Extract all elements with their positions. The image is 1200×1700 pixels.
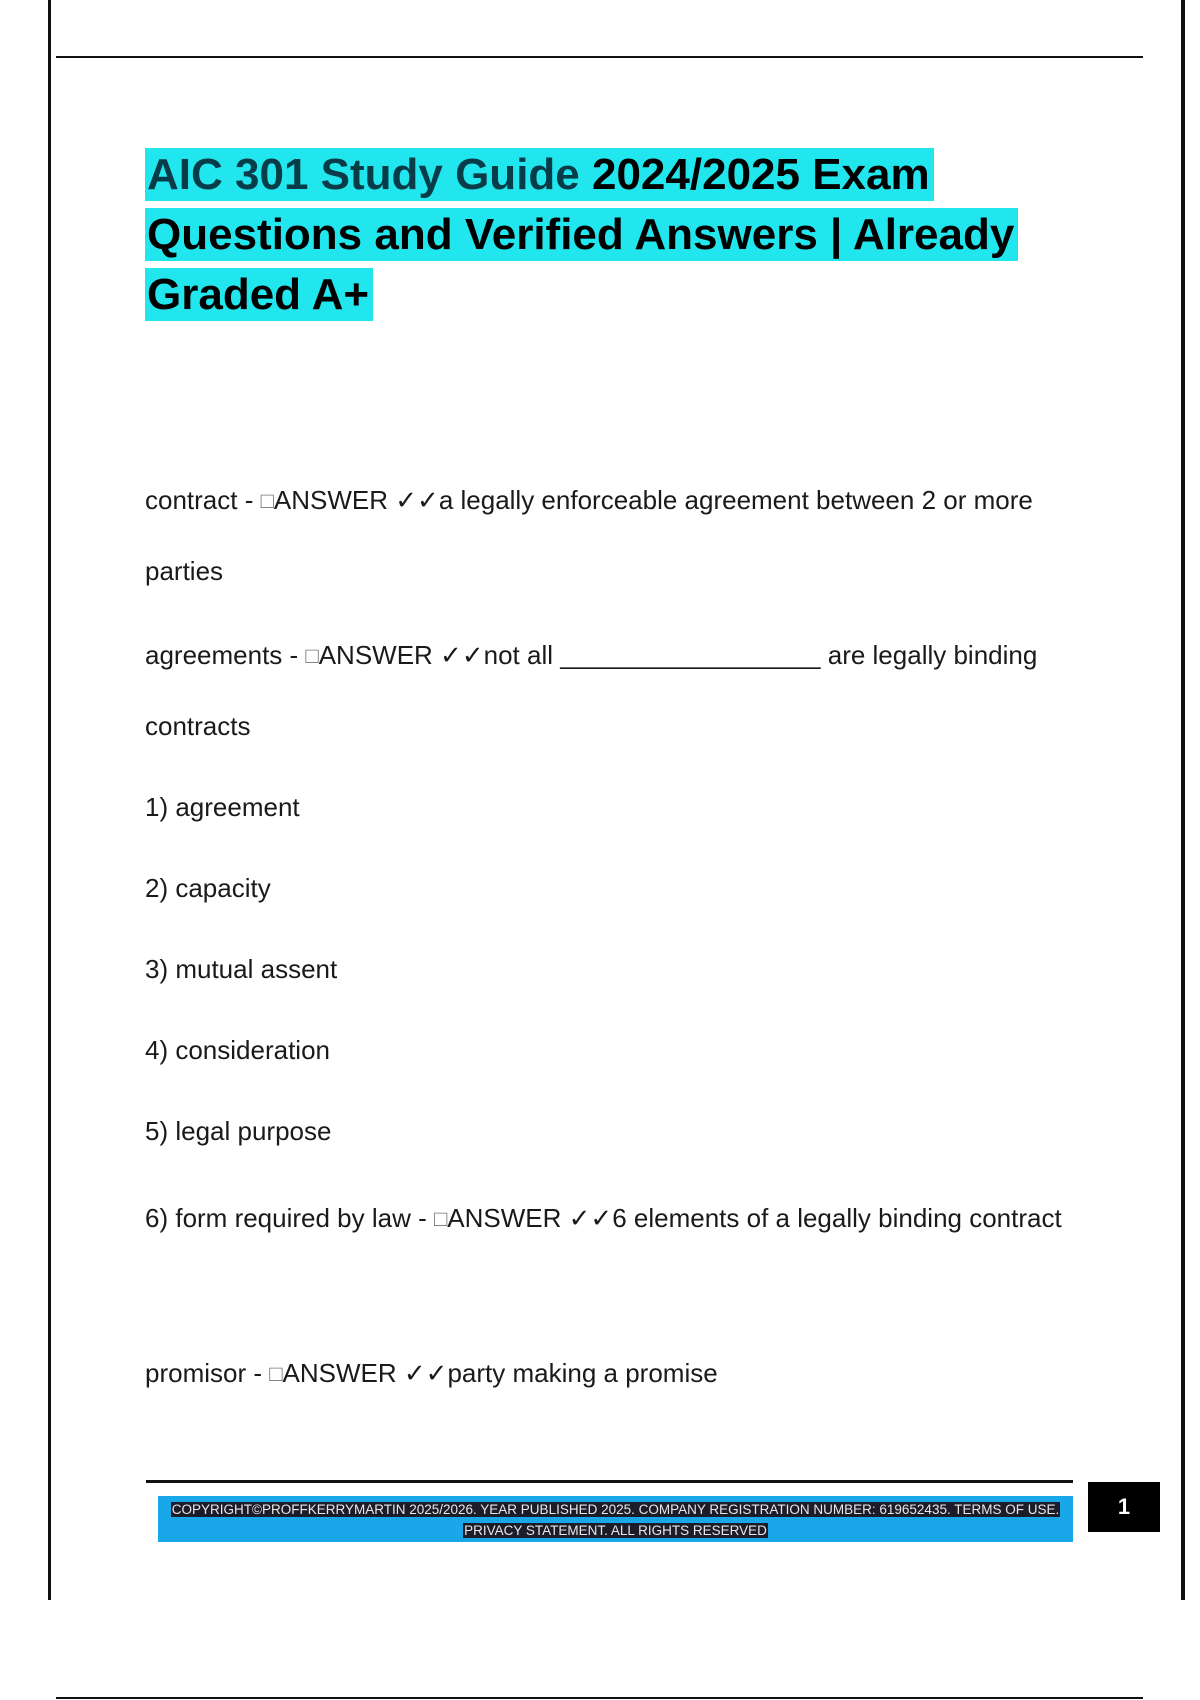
entry-answer: party making a promise — [447, 1358, 718, 1388]
entry-term: agreements - — [145, 640, 306, 670]
answer-marker: ANSWER ✓✓ — [282, 1358, 448, 1388]
answer-marker: ANSWER ✓✓ — [318, 640, 484, 670]
checkbox-glyph-icon: □ — [260, 488, 274, 513]
next-page-rule — [56, 1697, 1143, 1699]
copyright-line-1: COPYRIGHT©PROFFKERRYMARTIN 2025/2026. YEAR PUBLISHED 2025. COMPANY REGISTRATION NUMBER: 619652435. TERMS OF USE. — [171, 1502, 1060, 1517]
list-item: 5) legal purpose — [145, 1116, 332, 1146]
title-part-2: 2024/2025 Exam Questions and Verified Answers | Already Graded A+ — [147, 150, 1015, 319]
title-part-1: AIC 301 Study Guide — [147, 150, 580, 199]
entry-promisor — [145, 1338, 1065, 1409]
entry-term: promisor - — [145, 1358, 270, 1388]
footer-rule — [146, 1480, 1073, 1483]
entry-contract — [145, 465, 1065, 606]
checkbox-glyph-icon: □ — [269, 1361, 283, 1386]
entry-term: contract - — [145, 485, 261, 515]
page-border-right — [1181, 0, 1185, 1600]
entry-answer: a legally enforceable agreement between 2 or more parties — [145, 485, 1033, 586]
document-title — [145, 145, 1045, 325]
page-number: 1 — [1088, 1482, 1160, 1532]
entry-agreements — [145, 620, 1065, 761]
entry-answer: 6 elements of a legally binding contract — [612, 1203, 1062, 1233]
header-rule — [56, 56, 1143, 58]
list-item: 1) agreement — [145, 792, 300, 822]
answer-marker: ANSWER ✓✓ — [447, 1203, 613, 1233]
checkbox-glyph-icon: □ — [305, 643, 319, 668]
entry-form-required — [145, 1183, 1065, 1254]
entry-answer: not all __________________ are legally binding contracts — [145, 640, 1038, 741]
checkbox-glyph-icon: □ — [433, 1206, 448, 1231]
answer-marker: ANSWER ✓✓ — [273, 485, 439, 515]
entry-term: 6) form required by law - — [145, 1203, 434, 1233]
copyright-line-2: PRIVACY STATEMENT. ALL RIGHTS RESERVED — [464, 1523, 767, 1538]
list-item: 2) capacity — [145, 873, 271, 903]
list-item: 4) consideration — [145, 1035, 330, 1065]
list-item: 3) mutual assent — [145, 954, 338, 984]
footer-copyright — [158, 1499, 1073, 1541]
page-border-left — [48, 0, 51, 1600]
